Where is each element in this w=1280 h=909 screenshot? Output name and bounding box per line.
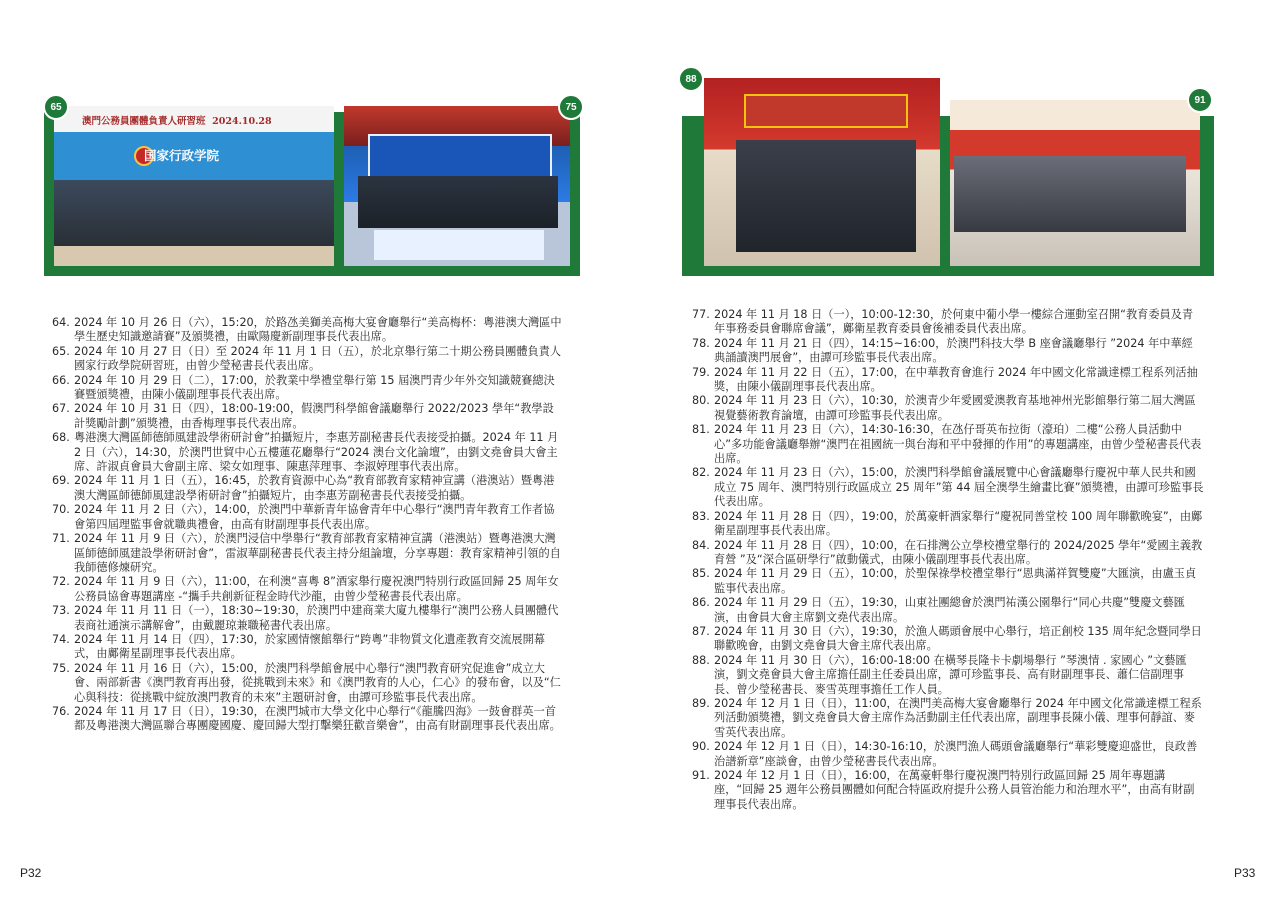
list-item: [692, 510, 1204, 539]
item-number: 86.: [692, 596, 710, 610]
item-number: 82.: [692, 466, 710, 480]
item-text: 2024 年 12 月 1 日（日），11:00，在澳門美高梅大宴會廳舉行 2024 年中國文化常識達標工程系列活動頒獎禮，劉文堯會員大會主席作為活動副主任代表出席，副理事長陳小儀、理事何靜誼、麥雪英代表出席。: [714, 696, 1202, 739]
group-photo-people: [358, 176, 558, 228]
activity-list: [692, 308, 1204, 812]
list-item: [52, 402, 564, 431]
list-item: [52, 431, 564, 474]
item-number: 91.: [692, 769, 710, 782]
item-text: 2024 年 11 月 23 日（六），10:30，於澳青少年愛國愛澳教育基地神州光影館舉行第二屆大灣區視覺藝術教育論壇，由譚可珍監事長代表出席。: [714, 394, 1196, 422]
item-text: 2024 年 11 月 30 日（六），19:30，於漁人碼頭會展中心舉行，培正創校 135 周年紀念暨同學日聯歡晚會，由劉文堯會員大會主席代表出席。: [714, 624, 1202, 653]
group-photo-people: [954, 156, 1186, 232]
list-item: [692, 394, 1204, 423]
group-photo-people: [736, 140, 916, 252]
item-text: 2024 年 11 月 9 日（六），11:00，在利澳“喜粵 8”酒家舉行慶祝澳門特別行政區回歸 25 周年女公務員協會專題講座 -“攜手共創新征程金時代沙龍，由曾少瑩秘書長代表出席。: [74, 575, 559, 603]
item-number: 83.: [692, 509, 710, 523]
photo-number-badge: 88: [678, 66, 704, 92]
list-item: [52, 662, 564, 705]
list-item: [52, 633, 564, 662]
list-item: [692, 769, 1204, 812]
photo-floor: [54, 246, 334, 266]
photo-number-badge: 91: [1187, 87, 1213, 113]
list-item: [52, 374, 564, 403]
item-number: 85.: [692, 567, 710, 581]
item-number: 70.: [52, 503, 70, 517]
list-item: [52, 474, 564, 503]
item-number: 74.: [52, 632, 70, 646]
item-text: 2024 年 11 月 18 日（一），10:00-12:30，於何東中葡小學一樓綜合運動室召開“教育委員及青年事務委員會聯席會議”，鄺衛星教育委員會後補委員代表出席。: [714, 308, 1194, 336]
item-number: 65.: [52, 344, 70, 358]
list-item: [692, 596, 1204, 625]
item-text: 2024 年 11 月 30 日（六），16:00-18:00 在橫琴長隆卡卡劇場舉行 ”琴澳情 . 家國心 ”文藝匯演，劉文堯會員大會主席擔任副主任委員出席，譚可珍監事長、高有財副理事長、蕭仁信副理事長、曾少瑩秘書長、麥雪英理事擔任工作人員。: [714, 653, 1187, 696]
item-text: 2024 年 11 月 1 日（五），16:45，於教育資源中心為“教育部教育家精神宣講（港澳站）暨粵港澳大灣區師德師風建設學術研討會”拍攝短片，由李惠芳副秘書長代表接受拍攝。: [74, 474, 555, 502]
item-text: 2024 年 10 月 26 日（六），15:20，於路氹美獅美高梅大宴會廳舉行“美高梅杯：粵港澳大灣區中學生歷史知識邀請賽”及頒獎禮，由歐陽慶新副理事長代表出席。: [74, 316, 562, 344]
list-item: [52, 503, 564, 532]
list-item: [52, 345, 564, 374]
item-number: 84.: [692, 538, 710, 552]
item-text: 2024 年 10 月 27 日（日）至 2024 年 11 月 1 日（五），於北京舉行第二十期公務員團體負責人國家行政學院研習班，由曾少瑩秘書長代表出席。: [74, 344, 562, 373]
item-text: 2024 年 11 月 17 日（日），19:30，在澳門城市大學文化中心舉行“《龍騰四海》一鼓會群英一首都及粵港澳大灣區聯合專團慶國慶、慶回歸大型打擊樂狂歡音樂會”，由高有財副理事長代表出席。: [74, 704, 561, 733]
photo-caption: 澳門公務員團體負責人研習班 2024.10.28: [82, 116, 272, 127]
event-sign: [744, 94, 908, 128]
list-item: [52, 705, 564, 734]
item-text: 2024 年 10 月 31 日（四），18:00-19:00，假澳門科學館會議廳舉行 2022/2023 學年“教學設計獎勵計劃”頒獎禮，由香梅理事長代表出席。: [74, 402, 554, 430]
list-item: [692, 308, 1204, 337]
item-number: 71.: [52, 532, 70, 546]
item-number: 78.: [692, 336, 710, 350]
item-number: 73.: [52, 604, 70, 618]
item-number: 77.: [692, 308, 710, 321]
item-text: 2024 年 11 月 23 日（六），15:00，於澳門科學館會議展覽中心會議廳舉行慶祝中華人民共和國成立 75 周年、澳門特別行政區成立 25 周年”第 44 屆全澳學生繪畫比賽”頒獎禮，由譚可珍監事長代表出席。: [714, 466, 1204, 509]
item-text: 2024 年 11 月 2 日（六），14:00，於澳門中華新青年協會青年中心舉行“澳門青年教育工作者協會第四屆理監事會就職典禮會，由高有財副理事長代表出席。: [74, 503, 555, 531]
item-text: 2024 年 12 月 1 日（日），16:00，在萬豪軒舉行慶祝澳門特別行政區回歸 25 周年專題講座，“回歸 25 週年公務員團體如何配合特區政府提升公務人員管治能力和治理水平”，由高有財副理事長代表出席。: [714, 769, 1195, 811]
item-text: 2024 年 11 月 22 日（五），17:00，在中華教育會進行 2024 年中國文化常識達標工程系列活抽獎，由陳小儀副理事長代表出席。: [714, 365, 1198, 394]
institution-name: 国家行政学院: [144, 148, 220, 163]
list-item: [52, 316, 564, 345]
photo-75: [344, 106, 570, 266]
item-text: 2024 年 11 月 28 日（四），19:00，於萬豪軒酒家舉行“慶祝同善堂校 100 周年聯歡晚宴”，由鄺衛星副理事長代表出席。: [714, 509, 1203, 538]
item-text: 2024 年 11 月 23 日（六），14:30-16:30，在氹仔哥英布拉街（濠珀）二樓“公務人員活動中心”多功能會議廳舉辦“澳門在祖國統一與台海和平中發揮的作用”的專題講座，由曾少瑩秘書長代表出席。: [714, 423, 1202, 466]
item-text: 2024 年 11 月 16 日（六），15:00，於澳門科學館會展中心舉行“澳門教育研究促進會”成立大會、兩部新書《澳門教育再出發，從挑戰到未來》和《澳門教育的人心，仁心》的發布會，以及“仁心與科技：從挑戰中綻放澳門教育的未來”主題研討會，由譚可珍監事長代表出席。: [74, 661, 561, 704]
item-text: 2024 年 11 月 21 日（四），14:15~16:00，於澳門科技大學 B 座會議廳舉行 ”2024 年中華經典誦讀澳門展會”，由譚可珍監事長代表出席。: [714, 336, 1193, 365]
list-item: [692, 740, 1204, 769]
item-number: 79.: [692, 365, 710, 379]
item-number: 90.: [692, 740, 710, 754]
item-text: 2024 年 11 月 9 日（六），於澳門浸信中學舉行“教育部教育家精神宣講（港澳站）暨粵港澳大灣區師德師風建設學術研討會”，雷淑華副秘書長代表主持分組論壇，分享專題：教育家精神引領的自我師德修煉研究。: [74, 532, 561, 574]
item-number: 69.: [52, 474, 70, 488]
list-item: [52, 575, 564, 604]
item-text: 2024 年 11 月 29 日（五），19:30，山東社團總會於澳門祐漢公園舉行“同心共慶”雙慶文藝匯演，由會員大會主席劉文堯代表出席。: [714, 596, 1185, 624]
item-text: 2024 年 12 月 1 日（日），14:30-16:10，於澳門漁人碼頭會議廳舉行“華彩雙慶迎盛世，良政善治譜新章”座談會，由曾少瑩秘書長代表出席。: [714, 740, 1198, 768]
item-text: 粵港澳大灣區師德師風建設學術研討會”拍攝短片，李惠芳副秘書長代表接受拍攝。2024 年 11 月 2 日（六），14:30，於澳門世貿中心五樓蓮花廳舉行“2024 澳台文化論壇”，由劉文堯會員大會主席、許淑貞會員大會副主席、梁女如理事、陳惠萍理事、李淑婷理事代表出席。: [74, 431, 559, 474]
item-number: 68.: [52, 431, 70, 445]
group-photo-people: [54, 180, 334, 246]
item-number: 88.: [692, 653, 710, 667]
list-item: [692, 539, 1204, 568]
photo-number-badge: 65: [43, 94, 69, 120]
item-number: 75.: [52, 661, 70, 675]
list-item: [52, 604, 564, 633]
list-item: [692, 567, 1204, 596]
item-number: 89.: [692, 696, 710, 710]
item-text: 2024 年 10 月 29 日（二），17:00，於教業中學禮堂舉行第 15 屆澳門青少年外交知識競賽總決賽暨頒獎禮，由陳小儀副理事長代表出席。: [74, 373, 555, 402]
item-number: 66.: [52, 373, 70, 387]
item-text: 2024 年 11 月 11 日（一），18:30~19:30，於澳門中建商業大廈九樓舉行“澳門公務人員團體代表商社通演示講解會”，由戴麗琼兼職秘書代表出席。: [74, 604, 559, 632]
list-item: [692, 654, 1204, 697]
list-item: [692, 697, 1204, 740]
item-number: 80.: [692, 394, 710, 408]
photo-banner: [54, 106, 334, 132]
photo-91: [950, 100, 1200, 266]
stage-banner: [374, 230, 544, 260]
list-item: [692, 337, 1204, 366]
right-page: [640, 0, 1280, 909]
item-text: 2024 年 11 月 29 日（五），10:00，於聖保祿學校禮堂舉行“恩典滿祥賀雙慶”大匯演，由盧玉貞監事代表出席。: [714, 567, 1197, 595]
page-number: P32: [20, 866, 42, 880]
photo-88: [704, 78, 940, 266]
item-number: 72.: [52, 575, 70, 589]
item-number: 64.: [52, 316, 70, 329]
stage-screen: [368, 134, 552, 178]
activity-list: [52, 316, 564, 734]
list-item: [692, 366, 1204, 395]
photo-65: [54, 106, 334, 266]
item-number: 87.: [692, 624, 710, 638]
photo-number-badge: 75: [558, 94, 584, 120]
item-number: 81.: [692, 423, 710, 437]
list-item: [692, 466, 1204, 509]
page-number: P33: [1234, 866, 1256, 880]
list-item: [52, 532, 564, 575]
list-item: [692, 625, 1204, 654]
item-number: 76.: [52, 704, 70, 718]
item-text: 2024 年 11 月 28 日（四），10:00，在石排灣公立學校禮堂舉行的 2024/2025 學年“愛國主義教育營 ”及“深合區研學行”啟動儀式，由陳小儀副理事長代表出席。: [714, 538, 1203, 566]
list-item: [692, 423, 1204, 466]
item-number: 67.: [52, 402, 70, 416]
photo-backdrop: [54, 132, 334, 180]
item-text: 2024 年 11 月 14 日（四），17:30，於家國情懷館舉行“跨粵”非物質文化遺產教育交流展開幕式，由鄺衛星副理事長代表出席。: [74, 632, 545, 661]
